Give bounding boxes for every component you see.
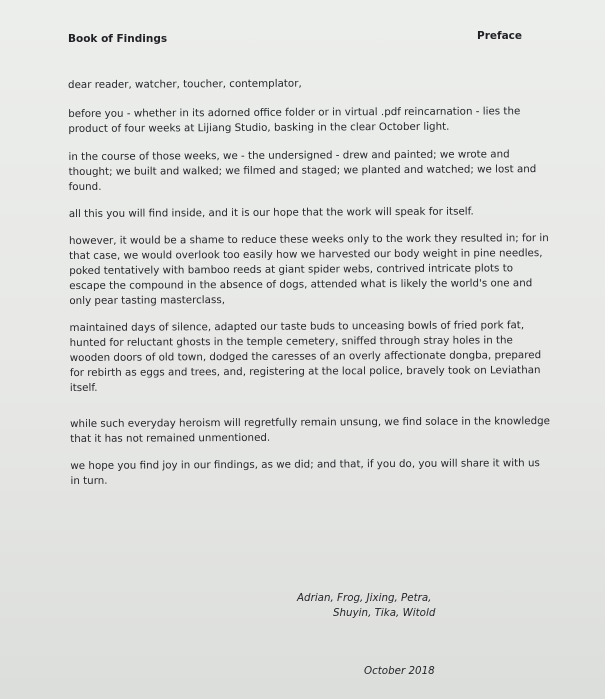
paragraph: however, it would be a shame to reduce these weeks only to the work they resulted in; for in that case, we would overlook too easily how we harvested our body weight in pine needles, poked tentatively with bamboo reeds at giant spider webs, contrived intricate plots to escape the compound in the absence of dogs, attended what is likely the world's one and only pear tasting masterclass,: [68, 232, 549, 307]
signature-line: Shuyin, Tika, Witold: [333, 607, 436, 619]
paragraph: before you - whether in its adorned office folder or in virtual .pdf reincarnation - lies the product of four weeks at Lijiang Studio, basking in the clear October light.: [68, 105, 521, 135]
preface-body: [68, 75, 553, 489]
paragraph: while such everyday heroism will regretfully remain unsung, we find solace in the knowledge that it has not remained unmentioned.: [70, 415, 551, 445]
section-label: Preface: [477, 30, 522, 42]
paragraph: all this you will find inside, and it is our hope that the work will speak for itself.: [68, 205, 474, 220]
signature-block: [297, 591, 457, 621]
document-date: October 2018: [364, 665, 435, 677]
signature-line: Adrian, Frog, Jixing, Petra,: [297, 592, 432, 604]
document-title: Book of Findings: [68, 33, 168, 45]
paragraph-salutation: dear reader, watcher, toucher, contemplator,: [68, 77, 302, 91]
paragraph: maintained days of silence, adapted our taste buds to unceasing bowls of fried pork fat, hunted for reluctant ghosts in the temple cemetery, sniffed through stray holes in the wooden doors of old town, dodged the caresses of an overly affectionate dongba, prepared for rebirth as eggs and trees, and, registering at the local police, bravely took on Leviathan itself.: [69, 319, 542, 394]
paragraph: in the course of those weeks, we - the undersigned - drew and painted; we wrote and thought; we built and walked; we filmed and staged; we planted and watched; we lost and found.: [68, 148, 537, 193]
paragraph-closing: we hope you find joy in our findings, as we did; and that, if you do, you will share it with us in turn.: [70, 457, 540, 487]
